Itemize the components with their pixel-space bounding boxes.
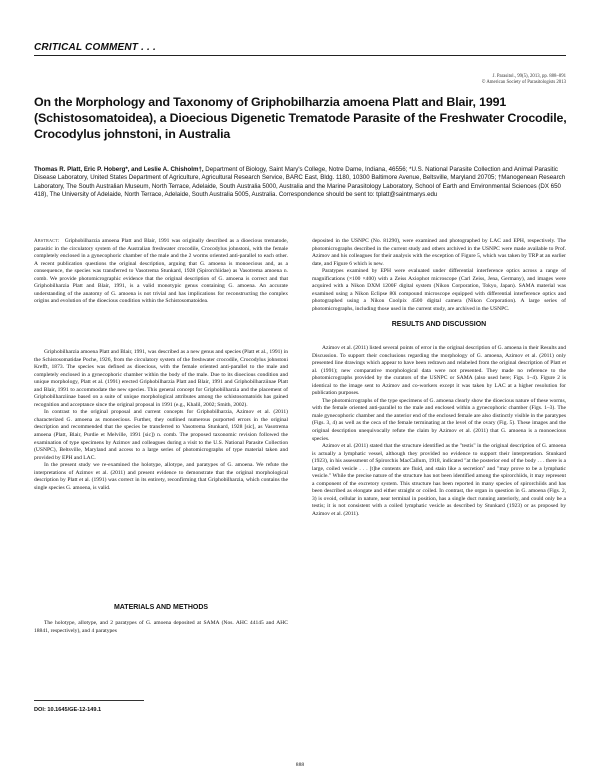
methods-continued xyxy=(312,238,566,313)
article-title: On the Morphology and Taxonomy of Griphobilharzia amoena Platt and Blair, 1991 (Schistosomatoidea), a Dioecious Digenetic Trematode Parasite of the Freshwater Crocodile, Crocodylus johnstoni, in Australia xyxy=(34,95,567,141)
journal-info xyxy=(482,74,566,86)
header-rule xyxy=(34,55,566,56)
intro-paragraph: In contrast to the original proposal and current concepts for Griphobilharzia, Azimov et al. (2011) characterized G. amoena as monoecious. Further, they outlined numerous purported errors in the original description and recommended that the species be transferred to Vasotrema Stunkard, 1928 [sic], as Vasotrema amoena (Platt, Blair, Purdie et Melville, 1991 [sic]) n. comb. The proposed taxonomic revision followed the examination of type specimens by Azimov and colleagues during a visit to the U.S. National Parasite Collection (USNPC), Beltsville, Maryland and access to a large series of photomicrographs of type material taken and provided by EPH and LAC. xyxy=(34,409,288,461)
intro-paragraph: Griphobilharzia amoena Platt and Blair, 1991, was described as a new genus and species (Platt et al., 1991) in the Schistosomatidae Poche, 1926, from the circulatory system of the freshwater crocodile, Crocodylus johnstoni Krefft, 1873. The species was defined as dioecious, with the female oriented anti-parallel to the male and completely enclosed in a gynecophoric chamber within the body of the male. Due to its dioecious condition and unique morphology, Platt et al. (1991) erected Griphobilharzia Platt and Blair, 1991 and Griphobilharziinae Platt and Blair, 1991 to accommodate the new species. This general concept for Griphobilharzia and the placement of Griphobilharziinae based on a suite of unique morphological attributes among the schistosomatoids has gained recognition and acceptance since the original proposal in 1991 (e.g., Khalil, 2002; Smith, 2002). xyxy=(34,349,288,408)
results-paragraph: Azimov et al. (2011) stated that the structure identified as the "testis" in the original description of G. amoena is actually a lymphatic vessel, although they provided no evidence to support their interpretation. Stunkard (1923), in his assessment of Spirorchis MacCallum, 1918, indicated "at the posterior end of the body . . . there is a large, coiled vesicle . . . [t]he contents are fluid, and stain like a secretion" and "may prove to be a lymphatic vesicle." While the precise nature of the structure has not been identified among the spirorchiids, it may represent a component of the excretory system. This structure has been reported in many species of spirorchiids and has been described as elongate and either straight or coiled. In contrast, the organ in question in G. amoena (Figs. 2, 3) is ovoid, cellular in nature, near terminal in position, has a single duct running anteriorly, and could only be a testis; it is not consistent with a coiled lymphatic vesicle as described by Stunkard (1923) or as proposed by Azimov et al. (2011). xyxy=(312,443,566,518)
footnote-rule xyxy=(34,700,144,701)
section-label: CRITICAL COMMENT . . . xyxy=(34,42,156,53)
methods-section xyxy=(34,620,288,635)
results-paragraph: The photomicrographs of the type specimens of G. amoena clearly show the dioecious nature of these worms, with the female oriented anti-parallel to the male and enclosed within a gynecophoric chamber (Figs. 1–3). The male gynecophoric chamber and the anterior end of the enclosed female are also distinctly visible in the paratypes (Figs. 3, 4) as well as the ceca of the female terminating at the level of the ovary (Fig. 5). These images and the original description unequivocally refute the claim by Azimov et al. (2011) that G. amoena is a monoecious species. xyxy=(312,397,566,442)
page-number: 888 xyxy=(295,762,305,768)
affiliations: Department of Biology, Saint Mary's College, Notre Dame, Indiana, 46556; *U.S. National Parasite Collection and Animal Parasitic Disease Laboratory, United States Department of Agriculture, Agricultural Research Service, BARC East, Bldg. 1180, 10300 Baltimore Avenue, Beltsville, Maryland 20705; †Manogenean Research Laboratory, The South Australian Museum, North Terrace, Adelaide, South Australia 5000, Australia and the Marine Parasitology Laboratory, School of Earth and Environmental Sciences (DX 650 418), The University of Adelaide, North Terrace, Adelaide, South Australia 5005, Australia. Correspondence should be sent to: tplatt@saintmarys.edu xyxy=(34,166,566,199)
methods-paragraph: Paratypes examined by EPH were evaluated under differential interference optics across a range of magnifications (×100 ×400) with a Zeiss Axiophot microscope (Carl Zeiss, Jena, Germany), and images were acquired with a Nikon DXM 1200F digital system (Nikon Corporation, Tokyo, Japan). SAMA material was examined using a Nikon Eclipse 80i compound microscope equipped with differential interference optics and photographed using a Nikon Coolpix 4500 digital camera (Nikon Corporation). A large series of photomicrographs, including those used in the current study, are archived in the USNPC. xyxy=(312,268,566,312)
results-paragraph: Azimov et al. (2011) listed several points of error in the original description of G. amoena in their Results and Discussion. To support their conclusions regarding the morphology of G. amoena, Azimov et al. (2011) only presented line drawings which appear to have been redrawn and relabeled from the original description of Platt et al. (1991); new comparative morphological data were not presented. They made no reference to the photomicrographs provided by the curators of the USNPC or SAMA (also used here; Figs. 1–4). Figure 2 is identical to the image sent to Azimov and co-workers except it was taken by LAC at a higher resolution for publication purposes. xyxy=(312,345,566,397)
introduction xyxy=(34,349,288,492)
results-heading: RESULTS AND DISCUSSION xyxy=(391,321,487,328)
copyright-line: © American Society of Parasitologists 2013 xyxy=(481,80,566,86)
methods-paragraph: The holotype, allotype, and 2 paratypes of G. amoena deposited at SAMA (Nos. AHC 44145 and AHC 18841, respectively), and 4 paratypes xyxy=(34,620,288,634)
author-block xyxy=(34,166,566,200)
results-section xyxy=(312,345,566,519)
methods-paragraph: deposited in the USNPC (No. 81290), were examined and photographed by LAC and EPH, respectively. The photomicrographs described in the current study and others archived in the USNPC were made available to Prof. Azimov and his colleagues for their analysis with the exception of Figure 5, which was taken by TRP at an earlier date, and Figure 6 which is new. xyxy=(312,238,566,267)
abstract-text: Griphobilharzia amoena Platt and Blair, 1991 was originally described as a dioecious trematode, parasitic in the circulatory system of the Australian freshwater crocodile, Crocodylus johnstoni, with the female completely enclosed in a gynecophoric chamber of the male and the 2 worms oriented anti-parallel to each other. A recent publication questions the original description, arguing that G. amoena is monoecious and, as a consequence, the species was transferred to Vasotrema Stunkard, 1928 (Spirorchiidae) as Vasotrema amoena n. comb. We provide photomicrographic evidence that the original description of G. amoena is correct and that Griphobilharzia Platt and Blair, 1991, is a valid monotypic genus containing G. amoena. An accurate understanding of the anatomy of G. amoena is not trivial and has implications for reconstructing the complex origins and evolution of the dioecious condition within the Schistosomatoidea. xyxy=(34,238,288,305)
doi: DOI: 10.1645/GE-12-149.1 xyxy=(34,707,102,713)
abstract-label: Abstract: xyxy=(34,239,60,244)
journal-citation: J. Parasitol., 99(5), 2013, pp. 888–891 xyxy=(492,74,566,79)
author-names: Thomas R. Platt, Eric P. Hoberg*, and Leslie A. Chisholm†, xyxy=(34,166,204,173)
methods-heading: MATERIALS AND METHODS xyxy=(113,604,209,611)
intro-paragraph: In the present study we re-examined the holotype, allotype, and paratypes of G. amoena. We refute the interpretations of Azimov et al. (2011) and present evidence to demonstrate that the original morphological description by Platt et al. (1991) was correct in its entirety, reconfirming that Griphobilharzia, which contains the single species G. amoena, is valid. xyxy=(34,462,288,491)
abstract xyxy=(34,238,288,306)
